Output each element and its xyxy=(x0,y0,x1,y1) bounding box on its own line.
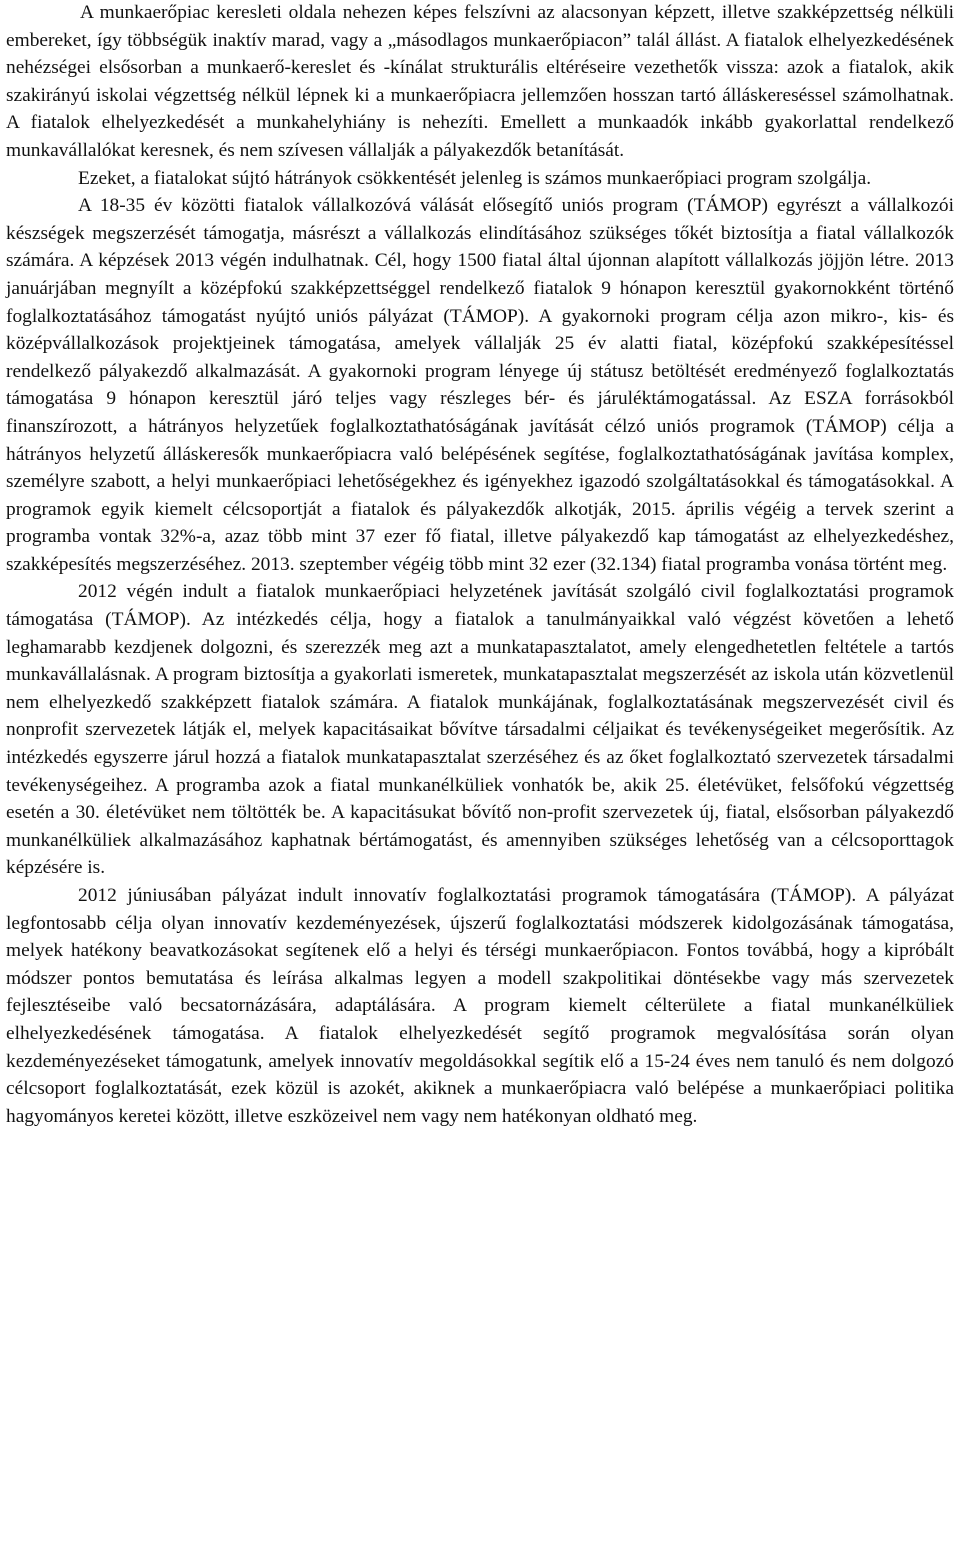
paragraph-labor-market-intro: A munkaerőpiac keresleti oldala nehezen képes felszívni az alacsonyan képzett, illetve szakképzettség nélküli embereket, így többségük inaktív marad, vagy a „másodlagos munkaerőpiacon” talál állást. A fiatalok elhelyezkedésének nehézségei elsősorban a munkaerő-kereslet és -kínálat strukturális eltéréseire vezethetők vissza: azok a fiatalok, akik szakirányú iskolai végzettség nélkül lépnek ki a munkaerőpiacra jellemzően hosszan tartó álláskereséssel számolhatnak. A fiatalok elhelyezkedését a munkahelyhiány is nehezíti. Emellett a munkaadók inkább gyakorlattal rendelkező munkavállalókat keresnek, és nem szívesen vállalják a pályakezdők betanítását. xyxy=(6,2,954,161)
paragraph-programs-summary: Ezeket, a fiatalokat sújtó hátrányok csökkentését jelenleg is számos munkaerőpiaci program szolgálja. xyxy=(78,167,872,189)
paragraph-entrepreneur-program: A 18-35 év közötti fiatalok vállalkozóvá válását elősegítő uniós program (TÁMOP) egyrészt a vállalkozói készségek megszerzését támogatja, másrészt a vállalkozás elindításához szükséges tőkét biztosítja a fiatal vállalkozók számára. A képzések 2013 végén indulhatnak. Cél, hogy 1500 fiatal által újonnan alapított vállalkozás jöjjön létre. 2013 januárjában megnyílt a középfokú szakképzettséggel rendelkező fiatalok 9 hónapon keresztül gyakornokként történő foglalkoztatásához támogatást nyújtó uniós pályázat (TÁMOP). A gyakornoki program célja azon mikro-, kis- és középvállalkozások projektjeinek támogatása, amelyek vállalják 25 év alatti fiatal, középfokú szakképesítéssel rendelkező pályakezdő alkalmazását. A gyakornoki program lényege új státusz betöltését eredményező foglalkoztatás támogatása 9 hónapon keresztül járó teljes vagy részleges bér- és járuléktámogatással. Az ESZA forrásokból finanszírozott, a hátrányos helyzetűek foglalkoztathatóságának javítását célzó uniós programok (TÁMOP) célja a hátrányos helyzetű álláskeresők munkaerőpiacra való belépésének segítése, foglalkoztathatóságának javítása komplex, személyre szabott, a helyi munkaerőpiaci lehetőségekhez és igényekhez igazodó szolgáltatásokkal és támogatásokkal. A programok egyik kiemelt célcsoportját a fiatalok és pályakezdők alkotják, 2015. április végéig a tervek szerint a programba vontak 32%-a, azaz több mint 37 ezer fő fiatal, illetve pályakezdő kap támogatást az elhelyezkedéshez, szakképesítés megszerzéséhez. 2013. szeptember végéig több mint 32 ezer (32.134) fiatal programba vonása történt meg. xyxy=(6,195,954,575)
paragraph-innovative-programs: 2012 júniusában pályázat indult innovatív foglalkoztatási programok támogatására (TÁMOP). A pályázat legfontosabb célja olyan innovatív kezdeményezések, újszerű foglalkoztatási módszerek kidolgozásának támogatása, melyek hatékony beavatkozásokat segítenek elő a helyi és térségi munkaerőpiacon. Fontos továbbá, hogy a kipróbált módszer pontos bemutatása és leírása alkalmas legyen a modell szakpolitikai döntésekbe vagy más szervezetek fejlesztéseibe való becsatornázására, adaptálására. A program kiemelt célterülete a fiatal munkanélküliek elhelyezkedésének támogatása. A fiatalok elhelyezkedését segítő programok megvalósítása során olyan kezdeményezéseket támogatunk, amelyek innovatív megoldásokkal segítik elő a 15-24 éves nem tanuló és nem dolgozó célcsoport foglalkoztatását, ezek közül is azokét, akiknek a munkaerőpiacra való belépése a munkaerőpiaci politika hagyományos keretei között, illetve eszközeivel nem vagy nem hatékonyan oldható meg. xyxy=(6,885,954,1127)
paragraph-civil-employment: 2012 végén indult a fiatalok munkaerőpiaci helyzetének javítását szolgáló civil foglalkoztatási programok támogatása (TÁMOP). Az intézkedés célja, hogy a fiatalok a tanulmányaikkal való végzést követően a lehető leghamarabb kezdjenek dolgozni, és szerezzék meg azt a munkatapasztalatot, amely elengedhetetlen feltétele a tartós munkavállalásnak. A program biztosítja a gyakorlati ismeretek, munkatapasztalat megszerzését az iskola után közvetlenül nem elhelyezkedő szakképzett fiatalok számára. A fiatalok munkájának, foglalkoztatásának megszervezését civil és nonprofit szervezetek látják el, melyek kapacitásaikat bővítve társadalmi céljaikat és tevékenységeiket megerősítik. Az intézkedés egyszerre járul hozzá a fiatalok munkatapasztalat szerzéséhez és az őket foglalkoztató szervezetek társadalmi tevékenységeihez. A programba azok a fiatal munkanélküliek vonhatók be, akik 25. életévüket, felsőfokú végzettség esetén a 30. életévüket nem töltötték be. A kapacitásukat bővítő non-profit szervezetek új, fiatal, elsősorban pályakezdő munkanélküliek alkalmazásához kaphatnak bértámogatást, és amennyiben szükséges lehetőség van a célcsoporttagok képzésére is. xyxy=(6,581,954,879)
